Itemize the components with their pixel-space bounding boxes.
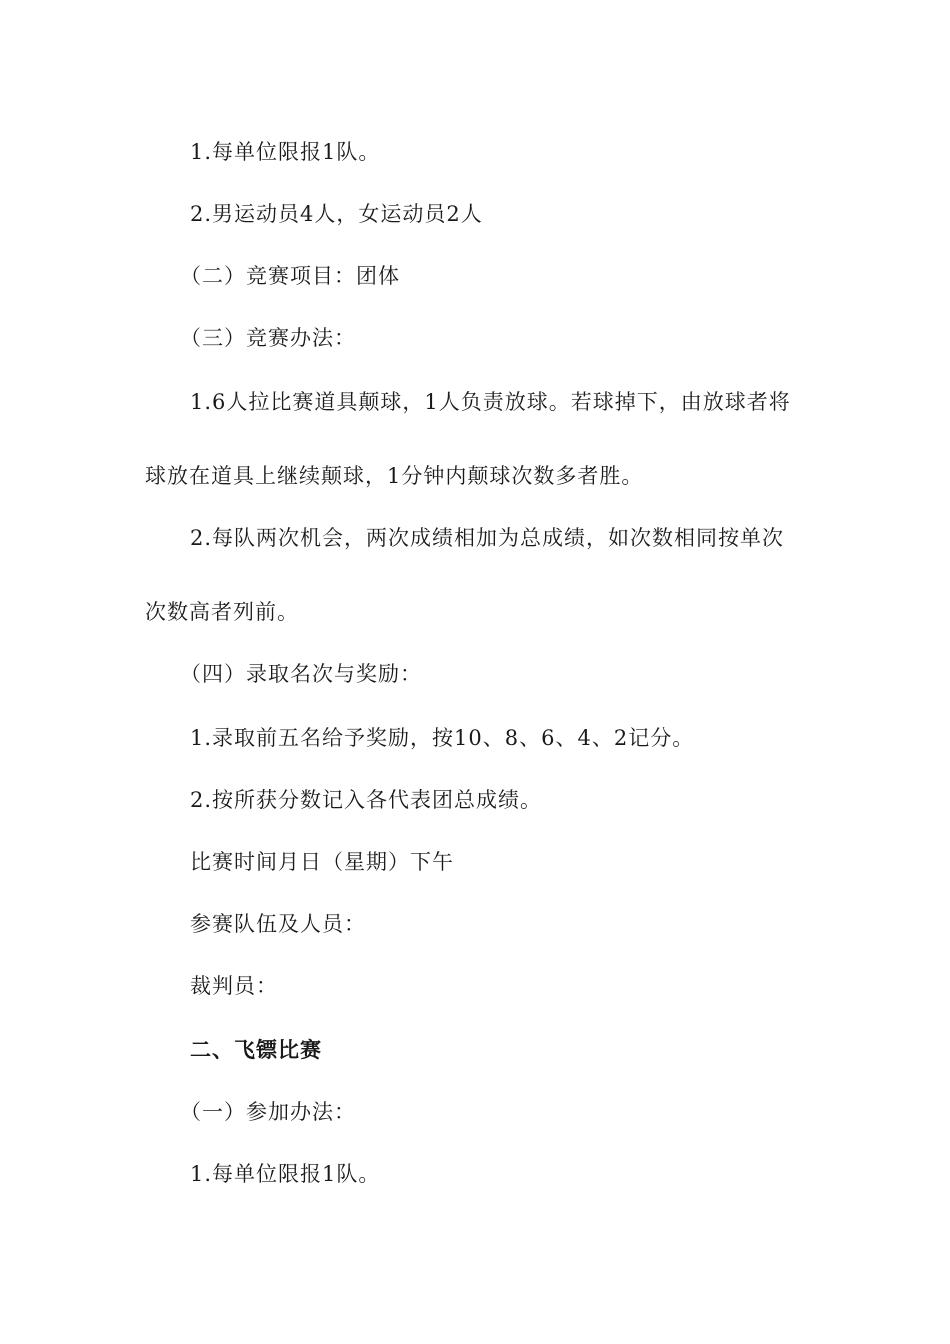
match-time: 比赛时间月日（星期）下午 <box>190 850 454 874</box>
referees: 裁判员： <box>190 974 278 998</box>
section-title-darts: 二、飞镖比赛 <box>190 1038 322 1062</box>
section-heading-events: （二）竞赛项目：团体 <box>180 264 400 288</box>
method-item-1: 1.6人拉比赛道具颠球，1人负责放球。若球掉下，由放球者将 <box>190 390 791 414</box>
section-heading-participation: （一）参加办法： <box>180 1100 356 1124</box>
method-item-2: 2.每队两次机会，两次成绩相加为总成绩，如次数相同按单次 <box>190 526 785 550</box>
rule-item-2: 2.男运动员4人，女运动员2人 <box>190 202 483 226</box>
method-item-2-continued: 次数高者列前。 <box>145 600 299 624</box>
reward-item-1: 1.录取前五名给予奖励，按10、8、6、4、2记分。 <box>190 726 695 750</box>
section-heading-rewards: （四）录取名次与奖励： <box>180 662 422 686</box>
section-heading-methods: （三）竞赛办法： <box>180 326 356 350</box>
participants: 参赛队伍及人员： <box>190 912 366 936</box>
method-item-1-continued: 球放在道具上继续颠球，1分钟内颠球次数多者胜。 <box>145 464 644 488</box>
participation-item-1: 1.每单位限报1队。 <box>190 1162 381 1186</box>
reward-item-2: 2.按所获分数记入各代表团总成绩。 <box>190 788 543 812</box>
rule-item-1: 1.每单位限报1队。 <box>190 140 381 164</box>
